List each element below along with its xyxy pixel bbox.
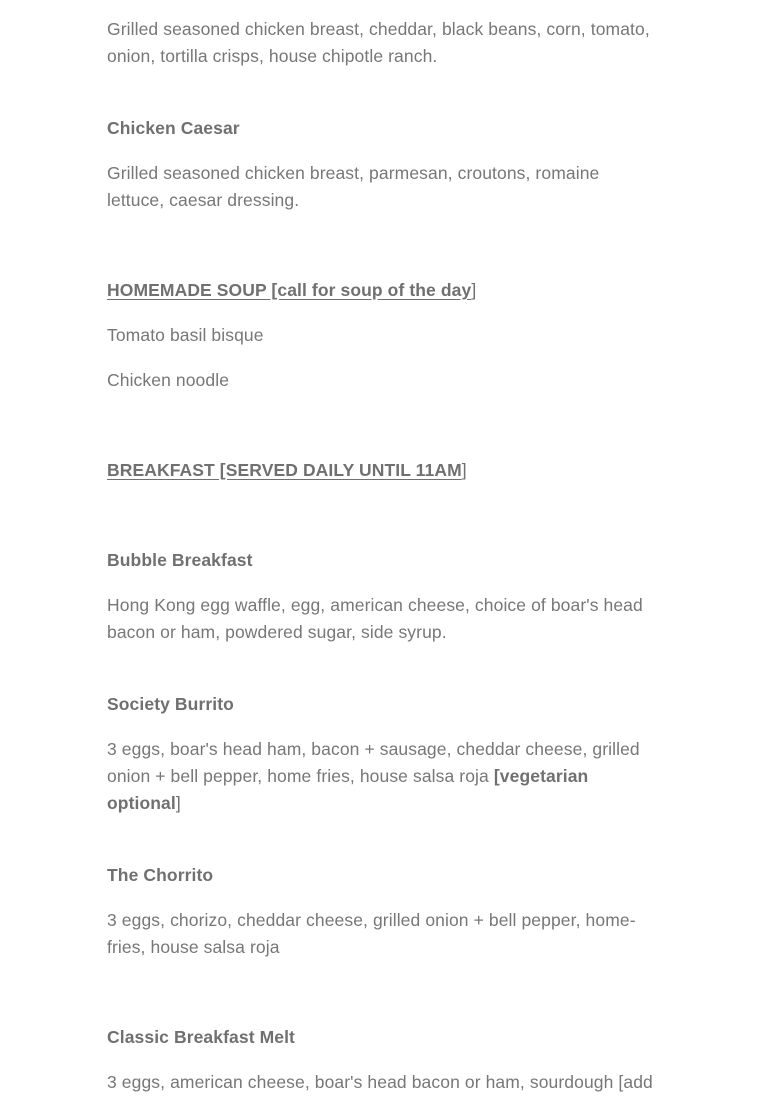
section-heading-soup-text: HOMEMADE SOUP [call for soup of the day: [107, 280, 472, 300]
burrito-bracket-close: ]: [175, 793, 181, 813]
item-description-classic-breakfast-melt: 3 eggs, american cheese, boar's head bacon or ham, sourdough [add: [107, 1072, 653, 1092]
soup-item-chicken-noodle: Chicken noodle: [107, 370, 230, 390]
section-heading-soup: [107, 277, 476, 304]
item-description-the-chorrito: 3 eggs, chorizo, cheddar cheese, grilled onion + bell pepper, home-fries, house salsa roja: [107, 910, 636, 957]
item-description: Grilled seasoned chicken breast, cheddar, black beans, corn, tomato, onion, tortilla crisps, house chipotle ranch.: [107, 19, 650, 66]
section-heading-soup-bracket: ]: [471, 280, 477, 300]
section-heading-breakfast: [107, 457, 467, 484]
item-title-bubble-breakfast: Bubble Breakfast: [107, 550, 253, 570]
burrito-bracket-open: [: [493, 766, 500, 786]
item-title-classic-breakfast-melt: Classic Breakfast Melt: [107, 1027, 295, 1047]
item-description-society-burrito: [107, 736, 657, 817]
item-title-society-burrito: Society Burrito: [107, 694, 234, 714]
item-description-bubble-breakfast: Hong Kong egg waffle, egg, american cheese, choice of boar's head bacon or ham, powdered sugar, side syrup.: [107, 595, 643, 642]
burrito-desc-text: 3 eggs, boar's head ham, bacon + sausage, cheddar cheese, grilled onion + bell pepper, home fries, house salsa roja: [107, 739, 640, 786]
section-heading-breakfast-text: BREAKFAST [SERVED DAILY UNTIL 11AM: [107, 460, 462, 480]
burrito-vegetarian-note: vegetarian optional: [107, 766, 589, 813]
item-description-chicken-caesar: Grilled seasoned chicken breast, parmesan, croutons, romaine lettuce, caesar dressing.: [107, 163, 600, 210]
soup-item-tomato: Tomato basil bisque: [107, 325, 264, 345]
item-title-the-chorrito: The Chorrito: [107, 865, 214, 885]
item-title-chicken-caesar: Chicken Caesar: [107, 118, 240, 138]
section-heading-breakfast-bracket: ]: [461, 460, 467, 480]
